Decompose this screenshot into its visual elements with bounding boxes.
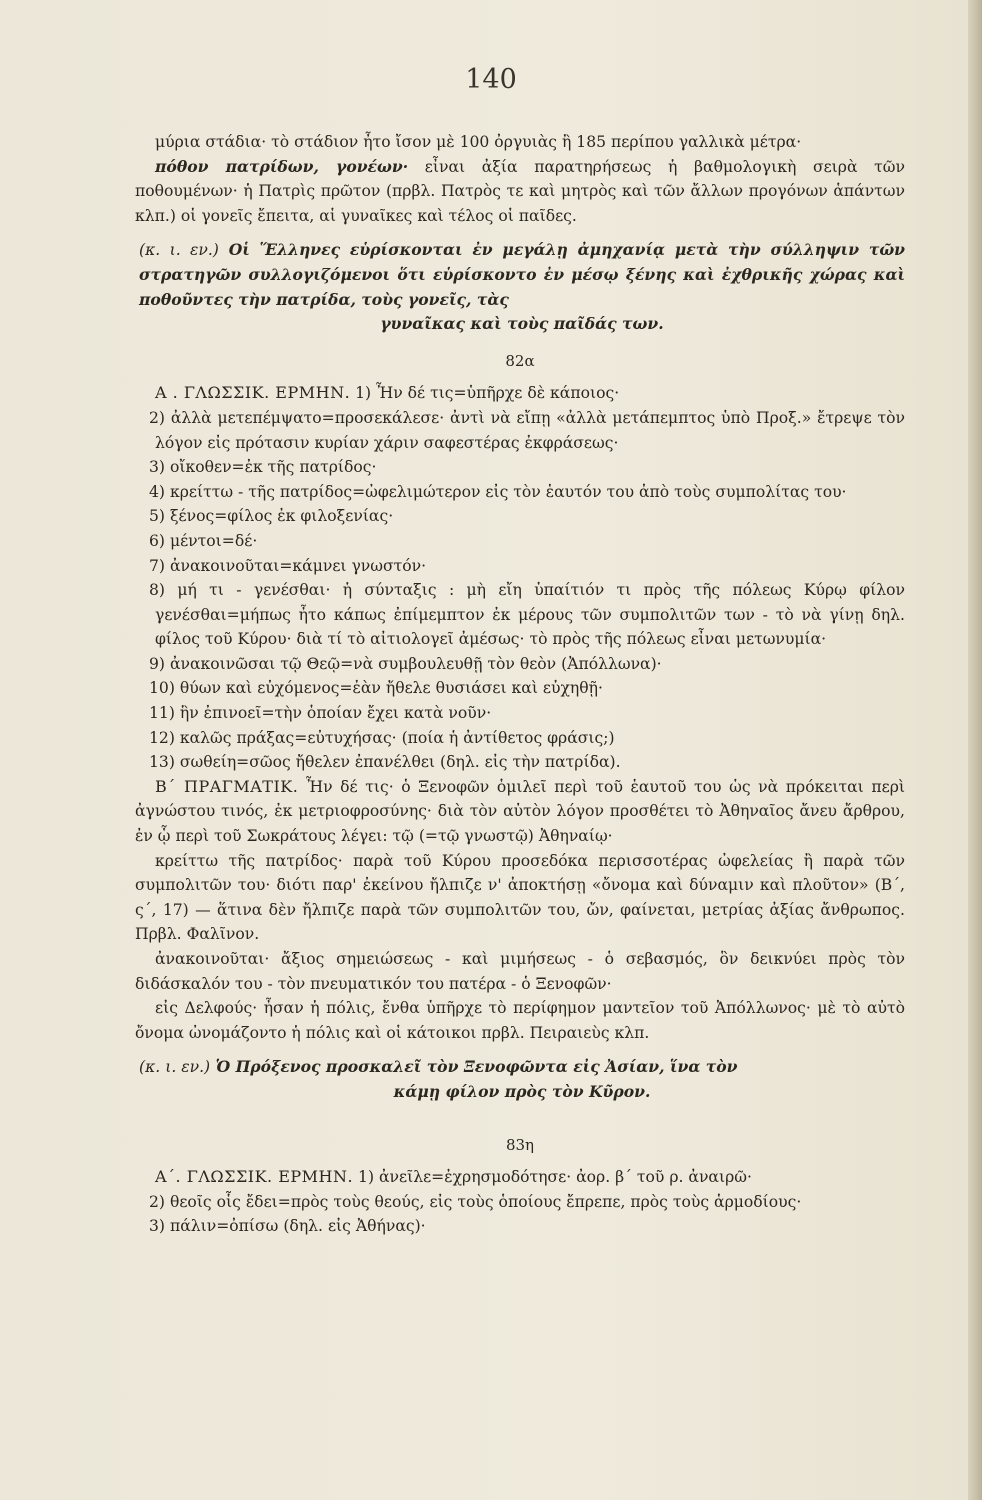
- note-13: 13) σωθείη=σῶος ἤθελεν ἐπανέλθει (δηλ. εἰς τὴν πατρίδα).: [149, 753, 621, 772]
- note-12: 12) καλῶς πράξας=εὐτυχήσας· (ποία ἡ ἀντίθετος φράσις;): [149, 728, 615, 747]
- note-3: 3) οἴκοθεν=ἐκ τῆς πατρίδος·: [149, 458, 377, 477]
- note-11: 11) ἣν ἐπινοεῖ=τὴν ὁποίαν ἔχει κατὰ νοῦν·: [149, 704, 492, 723]
- note-c2: 2) θεοῖς οἷς ἔδει=πρὸς τοὺς θεούς, εἰς τοὺς ὁποίους ἔπρεπε, πρὸς τοὺς ἁρμοδίους·: [149, 1192, 802, 1211]
- note-7: 7) ἀνακοινοῦται=κάμνει γνωστόν·: [149, 556, 427, 575]
- text-pothon: εἶναι ἀξία παρατηρήσεως ἡ βαθμολογικὴ σειρὰ τῶν ποθουμένων· ἡ Πατρὶς πρῶτον (πρβλ. Πατρὸς τε καὶ μητρὸς καὶ τῶν ἄλλων προγόνων ἁπάντων κλπ.) οἱ γονεῖς ἔπειτα, αἱ γυναῖκες καὶ τέλος οἱ παῖδες.: [135, 157, 905, 225]
- note-6: 6) μέντοι=δέ·: [149, 531, 258, 550]
- pragmatik-text: Ἦν δέ τις· ὁ Ξενοφῶν ὁμιλεῖ περὶ τοῦ ἑαυτοῦ του ὡς νὰ πρόκειται περὶ ἀγνώστου τινός, ἐκ μετριοφροσύνης· διὰ τὸν αὐτὸν λόγον προσθέτει τὸ Ἀθηναῖος ἄνευ ἄρθρου, ἐν ᾧ περὶ τοῦ Σωκράτους λέγει: τῷ (=τῷ γνωστῷ) Ἀθηναίῳ·: [135, 777, 906, 846]
- page-number: 140: [465, 64, 517, 95]
- summary-label: (κ. ι. εν.): [139, 241, 219, 260]
- summary-text: Ὁ Πρόξενος προσκαλεῖ τὸν Ξενοφῶντα εἰς Ἀσίαν, ἵνα τὸν: [210, 1057, 738, 1077]
- note-4: 4) κρείττω - τῆς πατρίδος=ὠφελιμώτερον εἰς τὸν ἑαυτόν του ἀπὸ τοὺς συμπολίτας του·: [149, 482, 847, 501]
- line-myria: μύρια στάδια· τὸ στάδιον ἦτο ἴσον μὲ 100 ὀργυιὰς ἢ 185 περίπου γαλλικὰ μέτρα·: [155, 133, 802, 151]
- heading-glossik-83: [135, 1165, 905, 1190]
- page-edge: [968, 0, 982, 1500]
- heading-caps: Α΄. ΓΛΩΣΣΙΚ. ΕΡΜΗΝ.: [155, 1167, 354, 1187]
- heading-pragmatik: [135, 775, 905, 849]
- summary-82: [135, 238, 905, 336]
- paragraph-anakoinoutai: ἀνακοινοῦται· ἄξιος σημειώσεως - καὶ μιμήσεως - ὁ σεβασμός, ὃν δεικνύει πρὸς τὸν διδάσκαλόν του - τὸν πνευματικόν του πατέρα - ὁ Ξενοφῶν·: [135, 950, 905, 993]
- summary-83: [135, 1055, 905, 1104]
- section-82: 82α: [505, 351, 535, 370]
- spacer: [135, 1045, 905, 1055]
- summary-text-end: κάμῃ φίλον πρὸς τὸν Κῦρον.: [393, 1081, 651, 1101]
- summary-text: Οἱ Ἕλληνες εὑρίσκονται ἐν μεγάλῃ ἀμηχανίᾳ μετὰ τὴν σύλληψιν τῶν στρατηγῶν συλλογιζόμενοι ὅτι εὑρίσκοντο ἐν μέσῳ ξένης καὶ ἐχθρικῆς χώρας καὶ ποθοῦντες τὴν πατρίδα, τοὺς γονεῖς, τὰς: [139, 240, 906, 309]
- note-c3: 3) πάλιν=ὀπίσω (δηλ. εἰς Ἀθήνας)·: [149, 1217, 426, 1236]
- term-pothon: πόθον πατρίδων, γονέων·: [155, 156, 409, 176]
- heading-caps: Α . ΓΛΩΣΣΙΚ. ΕΡΜΗΝ.: [155, 383, 351, 403]
- note-2: 2) ἀλλὰ μετεπέμψατο=προσεκάλεσε· ἀντὶ νὰ εἴπῃ «ἀλλὰ μετάπεμπτος ὑπὸ Προξ.» ἔτρεψε τὸν λόγον εἰς πρότασιν κυρίαν χάριν σαφεστέρας ἐκφράσεως·: [149, 408, 905, 452]
- paragraph-pothon: [135, 155, 905, 229]
- spacer: [135, 1105, 905, 1121]
- heading-rest: 1) Ἦν δέ τις=ὑπῆρχε δὲ κάποιος·: [350, 384, 620, 403]
- note-9: 9) ἀνακοινῶσαι τῷ Θεῷ=νὰ συμβουλευθῇ τὸν θεὸν (Ἀπόλλωνα)·: [149, 654, 662, 673]
- note-8: 8) μή τι - γενέσθαι· ἡ σύνταξις : μὴ εἴη ὑπαίτιόν τι πρὸς τῆς πόλεως Κύρῳ φίλον γενέσθαι=μήπως ἦτο κάπως ἐπίμεμπτον ἐκ μέρους τῶν συμπολιτῶν των - τὸ νὰ γίνῃ δηλ. φίλος τοῦ Κύρου· διὰ τί τὸ αἰτιολογεῖ ἀμέσως· τὸ πρὸς τῆς πόλεως εἶναι μετωνυμία·: [149, 581, 905, 649]
- spacer: [135, 228, 905, 238]
- section-83: 83η: [505, 1135, 535, 1154]
- summary-label: (κ. ι. εν.): [139, 1058, 211, 1077]
- summary-text-end: γυναῖκας καὶ τοὺς παῖδάς των.: [380, 314, 664, 334]
- note-5: 5) ξένος=φίλος ἐκ φιλοξενίας·: [149, 507, 394, 526]
- paragraph-kreitto: κρείττω τῆς πατρίδος· παρὰ τοῦ Κύρου προσεδόκα περισσοτέρας ὠφελείας ἢ παρὰ τῶν συμπολιτῶν του· διότι παρ' ἐκείνου ἤλπιζε ν' ἀποκτήσῃ «ὄνομα καὶ δύναμιν καὶ πλοῦτον» (Β΄, ς΄, 17) — ἅτινα δὲν ἤλπιζε παρὰ τῶν συμπολιτῶν του, ὤν, φαίνεται, μετρίας ἀξίας ἄνθρωπος. Πρβλ. Φαλῖνον.: [135, 851, 905, 944]
- note-10: 10) θύων καὶ εὐχόμενος=ἐὰν ἤθελε θυσιάσει καὶ εὐχηθῇ·: [149, 679, 603, 698]
- heading-rest: 1) ἀνεῖλε=ἐχρησμοδότησε· ἀορ. β΄ τοῦ ρ. ἀναιρῶ·: [353, 1168, 752, 1187]
- paragraph-delphous: εἰς Δελφούς· ἦσαν ἡ πόλις, ἔνθα ὑπῆρχε τὸ περίφημον μαντεῖον τοῦ Ἀπόλλωνος· μὲ τὸ αὐτὸ ὄνομα ὠνομάζοντο ἡ πόλις καὶ οἱ κάτοικοι πρβλ. Πειραιεὺς κλπ.: [135, 999, 905, 1042]
- heading-glossik-82: [135, 381, 905, 406]
- page-body: [135, 130, 905, 1239]
- heading-caps: Β΄ ΠΡΑΓΜΑΤΙΚ.: [155, 776, 299, 796]
